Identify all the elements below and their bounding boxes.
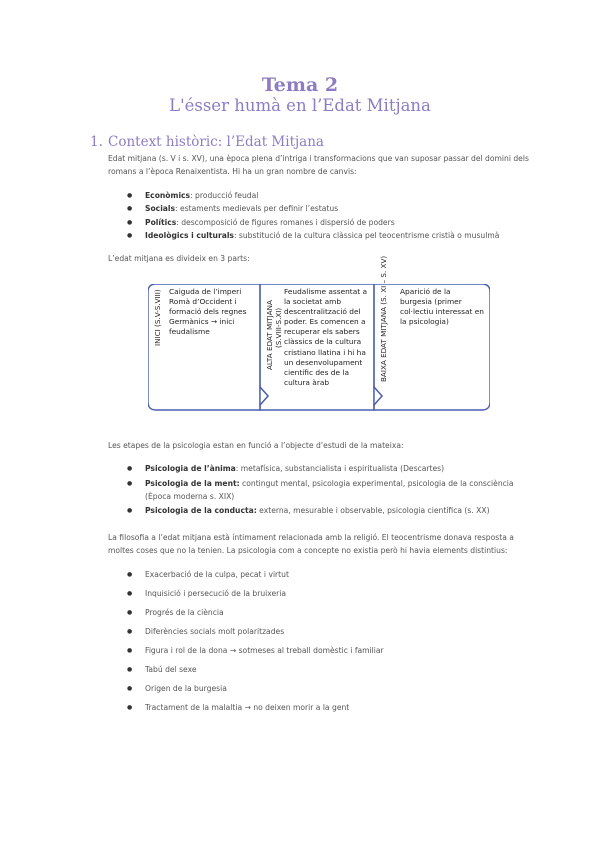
section-number: 1. [90, 134, 103, 150]
list-item: ● Psicologia de la conducta: externa, mesurable i observable, psicologia científica (s. XX) [108, 504, 533, 517]
period-text-inici: Caiguda de l’imperi Romà d’Occident i formació dels regnes Germànics → inici feudalisme [169, 287, 247, 337]
list-item: ● Exacerbació de la culpa, pecat i virtut [108, 568, 533, 581]
section-heading [90, 134, 324, 150]
list-item: ● Origen de la burgesia [108, 682, 533, 695]
page-title: Tema 2 [261, 74, 339, 96]
list-item: ● Figura i rol de la dona → sotmeses al treball domèstic i familiar [108, 644, 533, 657]
list-item: ● Ideològics i culturals: substitució de la cultura clàssica pel teocentrisme cristià o musulmà [108, 230, 533, 242]
changes-list [108, 190, 533, 244]
list-item: ● Socials: estaments medievals per definir l’estatus [108, 203, 533, 215]
list-item: ● Tabú del sexe [108, 663, 533, 676]
period-label-alta-2: (S.VIII-S.XI) [274, 307, 283, 348]
list-item: ● Psicologia de la ment: contingut mental, psicologia experimental, psicologia de la consciència (Època moderna s. XIX) [108, 477, 533, 503]
section-title: Context històric: l’Edat Mitjana [108, 134, 324, 150]
list-item: ● Tractament de la malaltia → no deixen morir a la gent [108, 701, 533, 714]
period-text-baixa: Aparició de la burgesia (primer col·lectiu interessat en la psicologia) [400, 287, 484, 327]
stages-intro: Les etapes de la psicologia estan en funció a l’objecte d’estudi de la mateixa: [108, 441, 404, 450]
list-item: ● Psicologia de l’ànima: metafísica, substancialista i espiritualista (Descartes) [108, 462, 533, 475]
list-item: ● Inquisició i persecució de la bruixeria [108, 587, 533, 600]
parts-intro: L’edat mitjana es divideix en 3 parts: [108, 254, 250, 263]
philosophy-paragraph: La filosofia a l’edat mitjana està íntimament relacionada amb la religió. El teocentrisme donava resposta a moltes coses que no la tenien. La psicologia com a concepte no existia però hi havia elements distintius: [108, 533, 514, 556]
elements-list [108, 568, 533, 720]
period-label-baixa: BAIXA EDAT MITJANA (S. XI – S. XV) [379, 255, 388, 382]
intro-paragraph: Edat mitjana (s. V i s. XV), una època plena d’intriga i transformacions que van suposar passar del domini dels romans a l’època Renaixentista. Hi ha un gran nombre de canvis: [108, 154, 529, 177]
stages-list [108, 462, 533, 519]
list-item: ● Econòmics: producció feudal [108, 190, 533, 202]
list-item: ● Polítics: descomposició de figures romanes i dispersió de poders [108, 217, 533, 229]
list-item: ● Diferències socials molt polaritzades [108, 625, 533, 638]
period-label-alta: ALTA EDAT MITJANA [265, 300, 274, 370]
page-subtitle: L'ésser humà en l’Edat Mitjana [169, 96, 431, 115]
list-item: ● Progrés de la ciència [108, 606, 533, 619]
period-label-inici: INICI (S.V-S.VIII) [153, 289, 162, 346]
period-text-alta: Feudalisme assentat a la societat amb descentralització del poder. Es comencen a recuperar els sabers clàssics de la cultura cristiano llatina i hi ha un desenvolupament científic des de la cultura àrab [284, 287, 368, 387]
